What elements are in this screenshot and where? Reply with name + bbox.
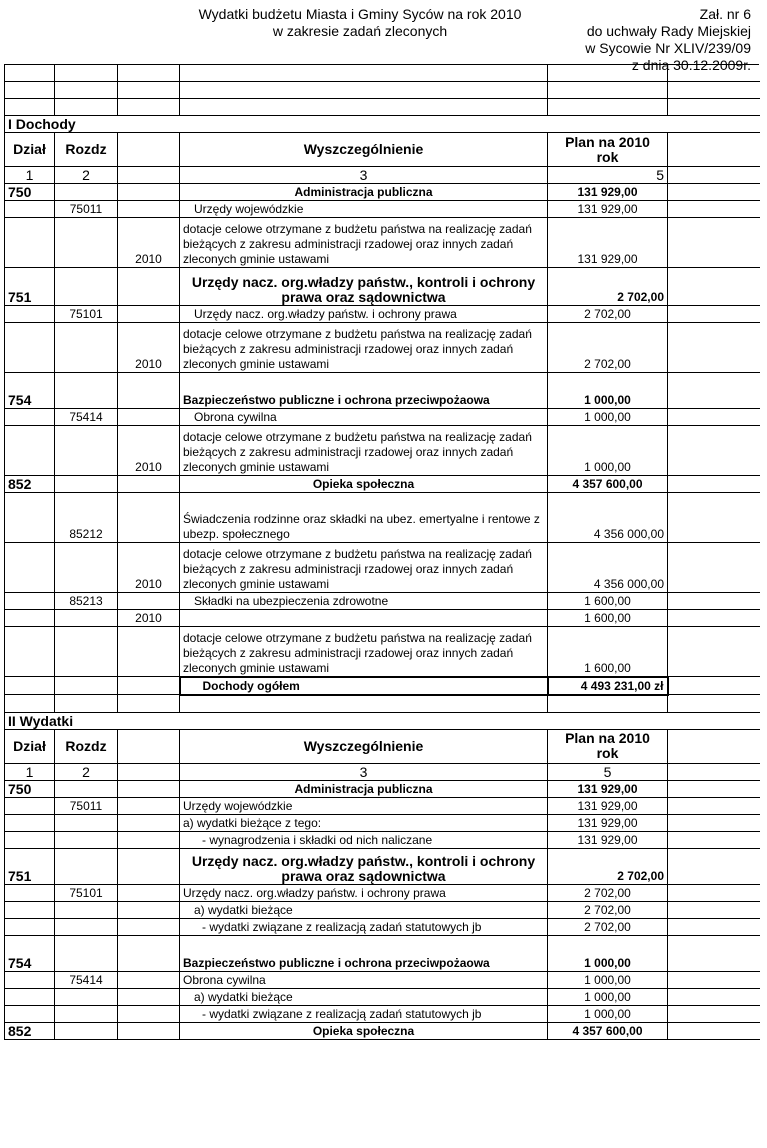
paragraf-amount: 1 600,00 bbox=[548, 627, 668, 677]
expense-dzial-754 bbox=[5, 935, 760, 971]
income-paragraf-row bbox=[5, 218, 760, 268]
dzial-code: 750 bbox=[5, 780, 55, 797]
expense-line-label: - wydatki związane z realizacją zadań statutowych jb bbox=[180, 918, 548, 935]
dzial-name: Urzędy nacz. org.władzy państw., kontroli i ochrony prawa oraz sądownictwa bbox=[180, 268, 548, 306]
expense-line-amount: 1 000,00 bbox=[548, 988, 668, 1005]
expense-line-amount: 1 000,00 bbox=[548, 1005, 668, 1022]
dzial-amount: 131 929,00 bbox=[548, 780, 668, 797]
income-rozdz-85212 bbox=[5, 493, 760, 543]
dzial-amount: 1 000,00 bbox=[548, 935, 668, 971]
dzial-code: 852 bbox=[5, 476, 55, 493]
rozdz-amount: 1 600,00 bbox=[548, 593, 668, 610]
col-num-5: 5 bbox=[548, 167, 668, 184]
dzial-amount: 4 357 600,00 bbox=[548, 476, 668, 493]
section-title: I Dochody bbox=[5, 116, 118, 133]
dzial-code: 754 bbox=[5, 373, 55, 409]
income-paragraf-row bbox=[5, 323, 760, 373]
expense-line bbox=[5, 1005, 760, 1022]
rozdz-code: 85213 bbox=[55, 593, 118, 610]
section-title: II Wydatki bbox=[5, 712, 118, 729]
section-header-income bbox=[5, 116, 760, 133]
rozdz-amount: 4 356 000,00 bbox=[548, 493, 668, 543]
document-title bbox=[150, 6, 570, 40]
expense-line-amount: 131 929,00 bbox=[548, 831, 668, 848]
income-rozdz-75101 bbox=[5, 306, 760, 323]
col-num-1: 1 bbox=[5, 763, 55, 780]
rozdz-amount: 2 702,00 bbox=[548, 306, 668, 323]
col-wyszczegolnienie: Wyszczególnienie bbox=[180, 729, 548, 763]
col-num-1: 1 bbox=[5, 167, 55, 184]
section-header-expenses bbox=[5, 712, 760, 729]
dzial-name: Administracja publiczna bbox=[180, 780, 548, 797]
paragraf-name: dotacje celowe otrzymane z budżetu państwa na realizację zadań bieżących z zakresu administracji rzadowej oraz innych zadań zleconych gminie ustawami bbox=[180, 218, 548, 268]
dzial-name: Urzędy nacz. org.władzy państw., kontroli i ochrony prawa oraz sądownictwa bbox=[180, 848, 548, 884]
dzial-name: Bazpieczeństwo publiczne i ochrona przeciwpożaowa bbox=[180, 935, 548, 971]
expense-dzial-751 bbox=[5, 848, 760, 884]
expense-line bbox=[5, 901, 760, 918]
paragraf-code: 2010 bbox=[118, 323, 180, 373]
total-label: Dochody ogółem bbox=[180, 677, 548, 695]
spacer-row bbox=[5, 82, 760, 99]
total-amount: 4 493 231,00 zł bbox=[548, 677, 668, 695]
rozdz-name: Obrona cywilna bbox=[180, 409, 548, 426]
spacer-row bbox=[5, 65, 760, 82]
dzial-code: 754 bbox=[5, 935, 55, 971]
expense-rozdz-75011 bbox=[5, 797, 760, 814]
col-num-2: 2 bbox=[55, 167, 118, 184]
expense-line-amount: 2 702,00 bbox=[548, 901, 668, 918]
paragraf-amount: 2 702,00 bbox=[548, 323, 668, 373]
resolution-number: w Sycowie Nr XLIV/239/09 bbox=[585, 40, 751, 56]
col-num-5: 5 bbox=[548, 763, 668, 780]
column-header-row bbox=[5, 133, 760, 167]
rozdz-amount: 131 929,00 bbox=[548, 797, 668, 814]
expense-rozdz-75414 bbox=[5, 971, 760, 988]
dzial-code: 750 bbox=[5, 184, 55, 201]
dzial-code: 751 bbox=[5, 268, 55, 306]
paragraf-name: dotacje celowe otrzymane z budżetu państwa na realizację zadań bieżących z zakresu administracji rzadowej oraz innych zadań zleconych gminie ustawami bbox=[180, 426, 548, 476]
rozdz-name: Urzędy nacz. org.władzy państw. i ochrony prawa bbox=[180, 306, 548, 323]
resolution-date: z dnia 30.12.2009r. bbox=[631, 57, 751, 73]
rozdz-amount: 131 929,00 bbox=[548, 201, 668, 218]
rozdz-name: Urzędy wojewódzkie bbox=[180, 201, 548, 218]
dzial-amount: 2 702,00 bbox=[548, 268, 668, 306]
dzial-amount: 4 357 600,00 bbox=[548, 1022, 668, 1039]
col-wyszczegolnienie: Wyszczególnienie bbox=[180, 133, 548, 167]
rozdz-name: Obrona cywilna bbox=[180, 971, 548, 988]
dzial-amount: 2 702,00 bbox=[548, 848, 668, 884]
rozdz-name: Urzędy wojewódzkie bbox=[180, 797, 548, 814]
dzial-amount: 131 929,00 bbox=[548, 184, 668, 201]
spacer-row bbox=[5, 695, 760, 713]
paragraf-name: dotacje celowe otrzymane z budżetu państwa na realizację zadań bieżących z zakresu administracji rzadowej oraz innych zadań zleconych gminie ustawami bbox=[180, 627, 548, 677]
paragraf-amount: 1 600,00 bbox=[548, 610, 668, 627]
rozdz-amount: 1 000,00 bbox=[548, 971, 668, 988]
income-dzial-852 bbox=[5, 476, 760, 493]
income-paragraf-row bbox=[5, 426, 760, 476]
income-dzial-750 bbox=[5, 184, 760, 201]
income-dzial-751 bbox=[5, 268, 760, 306]
expense-line-amount: 2 702,00 bbox=[548, 918, 668, 935]
dzial-name: Bazpieczeństwo publiczne i ochrona przeciwpożaowa bbox=[180, 373, 548, 409]
attachment-number: Zał. nr 6 bbox=[699, 6, 751, 22]
income-rozdz-75011 bbox=[5, 201, 760, 218]
paragraf-code: 2010 bbox=[118, 610, 180, 627]
rozdz-code: 75414 bbox=[55, 409, 118, 426]
income-rozdz-75414 bbox=[5, 409, 760, 426]
expense-dzial-750 bbox=[5, 780, 760, 797]
expense-line-label: a) wydatki bieżące bbox=[180, 901, 548, 918]
col-rozdz: Rozdz bbox=[55, 729, 118, 763]
col-num-2: 2 bbox=[55, 763, 118, 780]
paragraf-code: 2010 bbox=[118, 426, 180, 476]
dzial-name: Opieka społeczna bbox=[180, 476, 548, 493]
paragraf-code: 2010 bbox=[118, 218, 180, 268]
dzial-code: 852 bbox=[5, 1022, 55, 1039]
income-paragraf-row bbox=[5, 543, 760, 593]
resolution-ref: do uchwały Rady Miejskiej bbox=[586, 23, 751, 39]
expense-line-label: a) wydatki bieżące bbox=[180, 988, 548, 1005]
dzial-amount: 1 000,00 bbox=[548, 373, 668, 409]
expense-line-label: - wynagrodzenia i składki od nich naliczane bbox=[180, 831, 548, 848]
dzial-name: Opieka społeczna bbox=[180, 1022, 548, 1039]
rozdz-code: 75101 bbox=[55, 884, 118, 901]
income-paragraf-code-row bbox=[5, 610, 760, 627]
expense-line bbox=[5, 988, 760, 1005]
rozdz-name: Składki na ubezpieczenia zdrowotne bbox=[180, 593, 548, 610]
paragraf-amount: 131 929,00 bbox=[548, 218, 668, 268]
col-num-3: 3 bbox=[180, 763, 548, 780]
rozdz-name: Urzędy nacz. org.władzy państw. i ochrony prawa bbox=[180, 884, 548, 901]
col-plan: Plan na 2010 rok bbox=[548, 133, 668, 167]
expense-rozdz-75101 bbox=[5, 884, 760, 901]
col-dzial: Dział bbox=[5, 729, 55, 763]
income-dzial-754 bbox=[5, 373, 760, 409]
rozdz-code: 75011 bbox=[55, 201, 118, 218]
expense-line bbox=[5, 814, 760, 831]
col-rozdz: Rozdz bbox=[55, 133, 118, 167]
expense-line bbox=[5, 831, 760, 848]
income-paragraf-row bbox=[5, 627, 760, 677]
expense-line-label: - wydatki związane z realizacją zadań statutowych jb bbox=[180, 1005, 548, 1022]
expense-line-amount: 131 929,00 bbox=[548, 814, 668, 831]
spacer-row bbox=[5, 99, 760, 116]
paragraf-name: dotacje celowe otrzymane z budżetu państwa na realizację zadań bieżących z zakresu administracji rzadowej oraz innych zadań zleconych gminie ustawami bbox=[180, 323, 548, 373]
dzial-name: Administracja publiczna bbox=[180, 184, 548, 201]
paragraf-amount: 4 356 000,00 bbox=[548, 543, 668, 593]
paragraf-code: 2010 bbox=[118, 543, 180, 593]
rozdz-amount: 2 702,00 bbox=[548, 884, 668, 901]
col-dzial: Dział bbox=[5, 133, 55, 167]
col-num-3: 3 bbox=[180, 167, 548, 184]
column-number-row bbox=[5, 167, 760, 184]
dzial-code: 751 bbox=[5, 848, 55, 884]
expense-dzial-852 bbox=[5, 1022, 760, 1039]
rozdz-code: 75011 bbox=[55, 797, 118, 814]
rozdz-amount: 1 000,00 bbox=[548, 409, 668, 426]
expense-line-label: a) wydatki bieżące z tego: bbox=[180, 814, 548, 831]
title-line-1: Wydatki budżetu Miasta i Gminy Syców na rok 2010 bbox=[198, 6, 522, 22]
rozdz-code: 75101 bbox=[55, 306, 118, 323]
income-total-row bbox=[5, 677, 760, 695]
title-line-2: w zakresie zadań zleconych bbox=[272, 23, 448, 39]
paragraf-amount: 1 000,00 bbox=[548, 426, 668, 476]
paragraf-name: dotacje celowe otrzymane z budżetu państwa na realizację zadań bieżących z zakresu administracji rzadowej oraz innych zadań zleconych gminie ustawami bbox=[180, 543, 548, 593]
rozdz-name: Świadczenia rodzinne oraz składki na ubez. emertyalne i rentowe z ubezp. społecznego bbox=[180, 493, 548, 543]
income-rozdz-85213 bbox=[5, 593, 760, 610]
budget-table bbox=[4, 64, 760, 1040]
expense-line bbox=[5, 918, 760, 935]
col-plan: Plan na 2010 rok bbox=[548, 729, 668, 763]
rozdz-code: 75414 bbox=[55, 971, 118, 988]
column-header-row bbox=[5, 729, 760, 763]
column-number-row bbox=[5, 763, 760, 780]
rozdz-code: 85212 bbox=[55, 493, 118, 543]
